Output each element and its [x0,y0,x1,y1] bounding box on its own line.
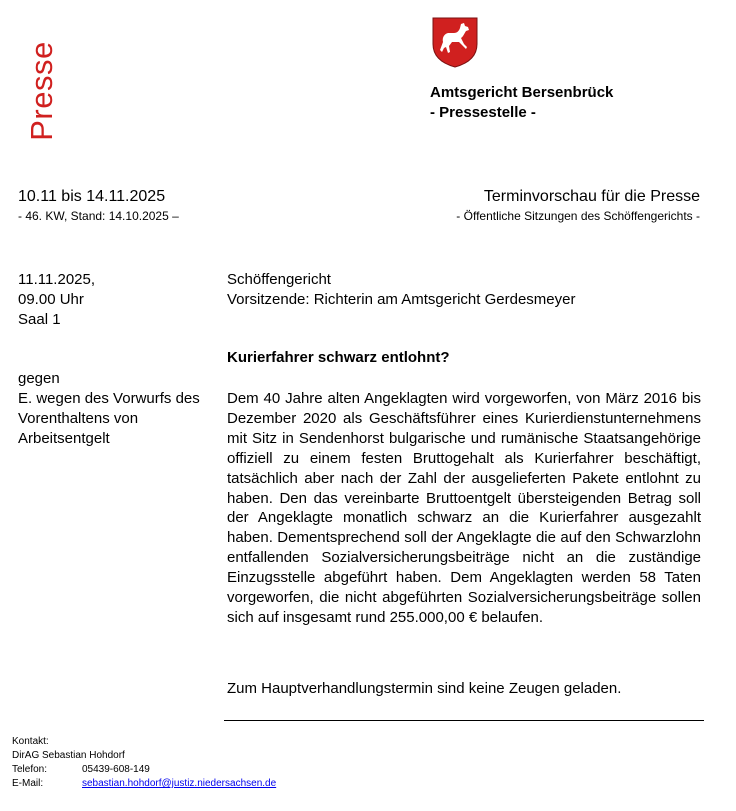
session-time: 09.00 Uhr [18,291,84,308]
session-room: Saal 1 [18,311,61,328]
charge-text: E. wegen des Vorwurfs des Vorenthaltens von Arbeitsentgelt [18,390,200,447]
contact-name: DirAG Sebastian Hohdorf [12,750,125,761]
preview-title: Terminvorschau für die Presse [483,188,700,205]
contact-email-row [12,777,276,791]
phone-label: Telefon: [12,764,48,775]
case-description: Dem 40 Jahre alten Angeklagten wird vorgeworfen, von März 2016 bis Dezember 2020 als Geschäftsführer eines Kurierdienstunternehmens mit Sitz in Sendenhorst bulgarische und rumänische Staatsangehörige offiziell zu einem festen Bruttogehalt als Kurierfahrer beschäftigt, tatsächlich aber nach der Zahl der ausgelieferten Pakete entlohnt zu haben. Den das vereinbarte Bruttoentgelt übersteigenden Betrag soll der Angeklagte monatlich schwarz an die Kurierfahrer ausgezahlt haben. Dementsprechend soll der Angeklagte die auf den Schwarzlohn entfallenden Sozialversicherungsbeiträge nicht an die zuständige Einzugsstelle abgeführt haben. Dem Angeklagten werden 58 Taten vorgeworfen, die nicht abgeführten Sozialversicherungsbeiträge sollen sich auf insgesamt rund 255.000,00 € belaufen. [227,390,701,626]
contact-phone-row [12,763,150,777]
session-date: 11.11.2025, [18,271,96,288]
divider-line [224,720,704,721]
court-type: Schöffengericht [227,271,331,288]
email-link[interactable]: sebastian.hohdorf@justiz.niedersachsen.de [82,778,277,789]
week-range: 10.11 bis 14.11.2025 [18,188,166,205]
case-headline: Kurierfahrer schwarz entlohnt? [227,349,450,366]
side-label-text: Presse [24,41,59,141]
email-label: E-Mail: [12,778,44,789]
presiding-judge: Vorsitzende: Richterin am Amtsgericht Gerdesmeyer [227,291,576,308]
lower-saxony-horse-coat-of-arms-icon [430,16,480,68]
side-label-presse [12,32,72,150]
contact-heading: Kontakt: [12,736,49,747]
against-label: gegen [18,370,60,387]
press-office-label: - Pressestelle - [430,104,536,121]
court-name: Amtsgericht Bersenbrück [430,84,614,101]
week-stand: - 46. KW, Stand: 14.10.2025 – [18,209,179,223]
closing-note: Zum Hauptverhandlungstermin sind keine Zeugen geladen. [227,680,622,697]
phone-number: 05439-608-149 [82,764,150,775]
preview-subtitle: - Öffentliche Sitzungen des Schöffengerichts - [456,209,700,223]
